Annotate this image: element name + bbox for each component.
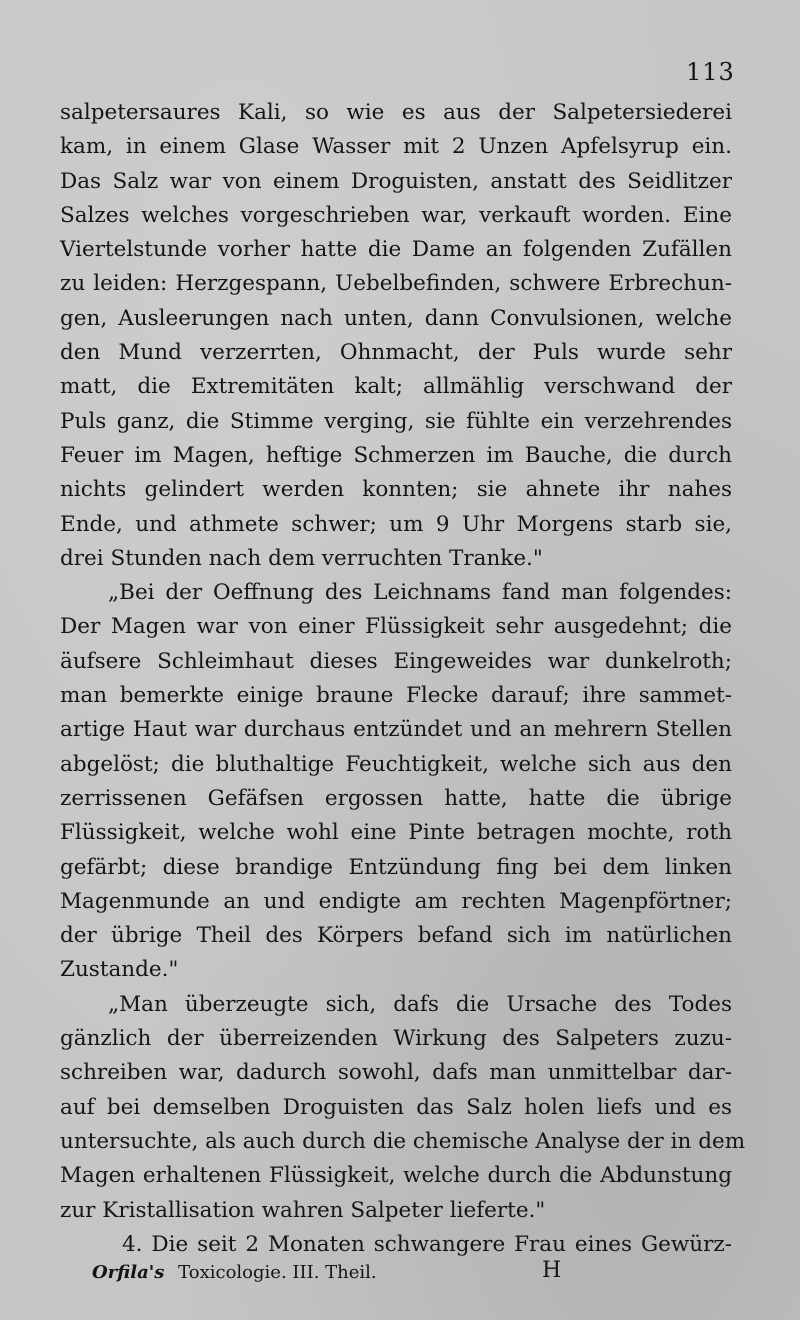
text-line: den Mund verzerrten, Ohnmacht, der Puls wurde sehr: [60, 340, 732, 366]
text-line: Feuer im Magen, heftige Schmerzen im Bauche, die durch: [60, 442, 732, 468]
text-line: 4. Die seit 2 Monaten schwangere Frau eines Gewürz-: [122, 1231, 732, 1257]
text-line: schreiben war, dadurch sowohl, dafs man unmittelbar dar-: [60, 1060, 732, 1086]
page-number: 113: [686, 58, 735, 86]
body-text: [60, 96, 746, 1262]
text-line: matt, die Extremitäten kalt; allmählig verschwand der: [60, 374, 732, 400]
text-line: nichts gelindert werden konnten; sie ahnete ihr nahes: [60, 477, 732, 503]
text-line: Das Salz war von einem Droguisten, anstatt des Seidlitzer: [60, 168, 732, 194]
text-line: Zustande.": [60, 957, 179, 983]
text-line: Viertelstunde vorher hatte die Dame an folgenden Zufällen: [60, 237, 732, 263]
text-line: drei Stunden nach dem verruchten Tranke.": [60, 545, 543, 571]
text-line: Ende, und athmete schwer; um 9 Uhr Morgens starb sie,: [60, 511, 732, 537]
text-line: abgelöst; die bluthaltige Feuchtigkeit, welche sich aus den: [60, 751, 732, 777]
signature-mark: H: [542, 1258, 562, 1283]
text-line: gen, Ausleerungen nach unten, dann Convulsionen, welche: [60, 305, 732, 331]
text-line: artige Haut war durchaus entzündet und an mehrern Stellen: [60, 717, 732, 743]
text-line: Der Magen war von einer Flüssigkeit sehr ausgedehnt; die: [60, 614, 732, 640]
footer-author: Orfila's: [92, 1262, 165, 1283]
text-line: zerrissenen Gefäfsen ergossen hatte, hatte die übrige: [60, 785, 732, 811]
text-line: zu leiden: Herzgespann, Uebelbefinden, schwere Erbrechun-: [60, 271, 732, 297]
text-line: salpetersaures Kali, so wie es aus der Salpetersiederei: [60, 100, 732, 125]
text-line: Magenmunde an und endigte am rechten Magenpförtner;: [60, 888, 732, 914]
text-line: „Man überzeugte sich, dafs die Ursache des Todes: [108, 991, 732, 1017]
text-line: zur Kristallisation wahren Salpeter lieferte.": [60, 1197, 546, 1223]
text-line: untersuchte, als auch durch die chemische Analyse der in dem: [60, 1128, 746, 1154]
text-line: „Bei der Oeffnung des Leichnams fand man folgendes:: [108, 580, 732, 606]
text-line: Flüssigkeit, welche wohl eine Pinte betragen mochte, roth: [60, 820, 732, 846]
text-line: gänzlich der überreizenden Wirkung des Salpeters zuzu-: [60, 1026, 732, 1052]
text-line: kam, in einem Glase Wasser mit 2 Unzen Apfelsyrup ein.: [60, 134, 732, 160]
text-line: gefärbt; diese brandige Entzündung fing bei dem linken: [60, 854, 732, 880]
text-line: Magen erhaltenen Flüssigkeit, welche durch die Abdunstung: [60, 1163, 732, 1189]
text-line: Salzes welches vorgeschrieben war, verkauft worden. Eine: [60, 202, 732, 228]
text-line: man bemerkte einige braune Flecke darauf; ihre sammet-: [60, 683, 732, 709]
footer-work-title: Toxicologie. III. Theil.: [178, 1262, 377, 1283]
text-line: auf bei demselben Droguisten das Salz holen liefs und es: [60, 1094, 732, 1120]
page-footer: [92, 1258, 592, 1283]
text-line: Puls ganz, die Stimme verging, sie fühlte ein verzehrendes: [60, 408, 732, 434]
text-line: der übrige Theil des Körpers befand sich im natürlichen: [60, 923, 732, 949]
text-line: äufsere Schleimhaut dieses Eingeweides war dunkelroth;: [60, 648, 732, 674]
